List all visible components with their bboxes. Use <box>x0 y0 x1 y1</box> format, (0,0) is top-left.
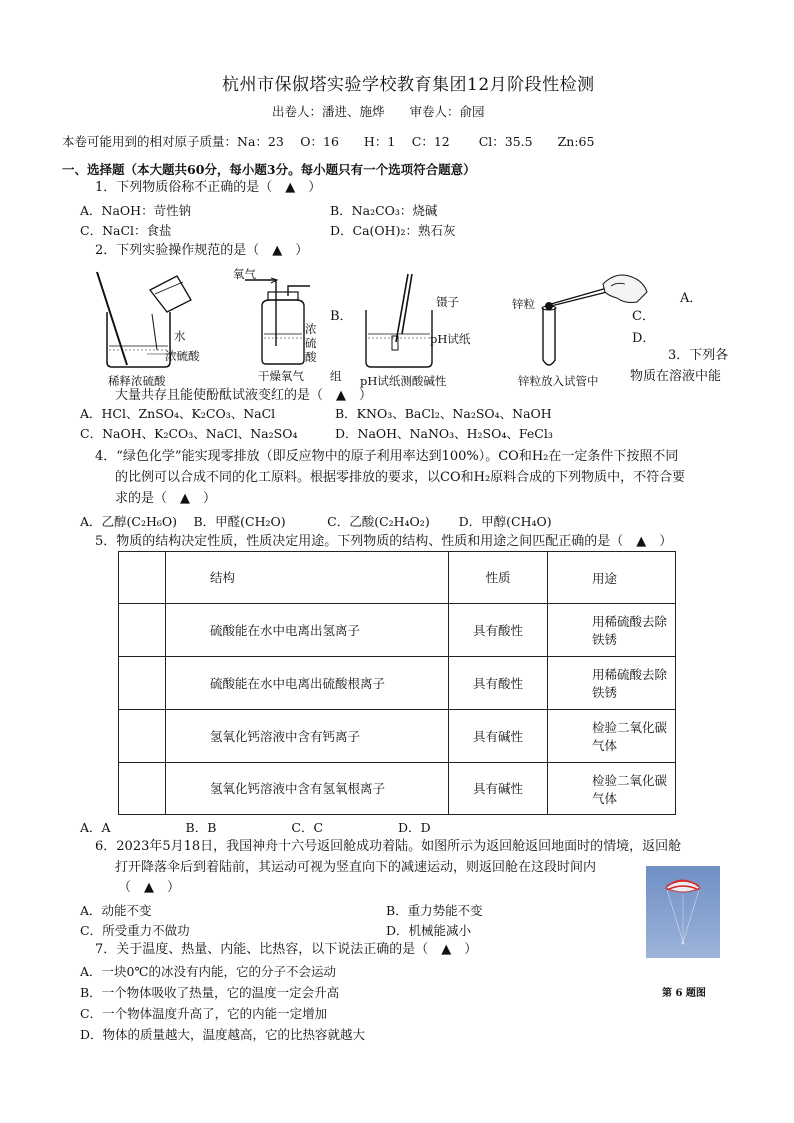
table-cell: 具有酸性 <box>449 657 548 710</box>
figure-3-label-tweezers: 镊子 <box>436 295 459 309</box>
question-3-stem-part2: 物质在溶液中能 <box>630 369 722 384</box>
figure-1-caption: 稀释浓硫酸 <box>108 374 166 388</box>
table-cell: 用稀硫酸去除铁锈 <box>548 604 676 657</box>
question-5-options[interactable]: A．A B．B C．C D．D <box>80 820 431 835</box>
table-cell <box>119 604 166 657</box>
table-cell: 用稀硫酸去除铁锈 <box>548 657 676 710</box>
table-cell: 具有酸性 <box>449 604 548 657</box>
question-6-option-d[interactable]: D．机械能减小 <box>386 923 472 938</box>
table-row <box>119 710 676 763</box>
question-4-line3: 求的是（ ▲ ） <box>115 491 216 506</box>
table-row <box>119 657 676 710</box>
table-cell: 具有碱性 <box>449 763 548 815</box>
section-heading: 一、选择题（本大题共60分，每小题3分。每小题只有一个选项符合题意） <box>62 162 476 177</box>
question-4-line1: 4．“绿色化学”能实现零排放（即反应物中的原子利用率达到100%）。CO和H₂在一定条件下按照不同 <box>95 449 679 464</box>
figure-4-caption: 锌粒放入试管中 <box>518 374 599 388</box>
question-6-line1: 6．2023年5月18日，我国神舟十六号返回舱成功着陆。如图所示为返回舱返回地面时的情境，返回舱 <box>95 839 682 854</box>
question-7-option-b[interactable]: B．一个物体吸收了热量，它的温度一定会升高 <box>80 985 340 1000</box>
question-3-option-a[interactable]: A．HCl、ZnSO₄、K₂CO₃、NaCl <box>80 406 276 421</box>
question-3-stem-part3: 大量共存且能使酚酞试液变红的是（ ▲ ） <box>115 388 372 403</box>
table-cell: 具有碱性 <box>449 710 548 763</box>
question-7-stem: 7．关于温度、热量、内能、比热容，以下说法正确的是（ ▲ ） <box>95 942 478 957</box>
question-2-option-c[interactable]: C． <box>632 309 655 324</box>
question-2-option-a[interactable]: A． <box>680 291 703 306</box>
table-cell <box>119 710 166 763</box>
table-cell: 氢氧化钙溶液中含有氢氧根离子 <box>166 763 449 815</box>
question-3-option-d[interactable]: D．NaOH、NaNO₃、H₂SO₄、FeCl₃ <box>335 426 553 441</box>
table-cell: 硫酸能在水中电离出硫酸根离子 <box>166 657 449 710</box>
question-4-line2: 的比例可以合成不同的化工原料。根据零排放的要求，以CO和H₂原料合成的下列物质中，不符合要 <box>115 470 686 485</box>
question-3-option-c[interactable]: C．NaOH、K₂CO₃、NaCl、Na₂SO₄ <box>80 426 298 441</box>
question-6-line3: （ ▲ ） <box>118 880 180 895</box>
question-2-option-d[interactable]: D． <box>632 331 656 346</box>
question-7-option-d[interactable]: D．物体的质量越大，温度越高，它的比热容就越大 <box>80 1027 366 1042</box>
table-header-cell <box>119 552 166 604</box>
figure-parachute <box>646 866 720 958</box>
question-3-stem-part1: 3．下列各 <box>668 348 729 363</box>
question-2-stem: 2．下列实验操作规范的是（ ▲ ） <box>95 243 309 258</box>
question-1-stem: 1．下列物质俗称不正确的是（ ▲ ） <box>95 180 322 195</box>
question-6-line2: 打开降落伞后到着陆前，其运动可视为竖直向下的减速运动，则返回舱在这段时间内 <box>115 860 597 875</box>
table-cell: 检验二氧化碳气体 <box>548 763 676 815</box>
question-5-stem: 5．物质的结构决定性质，性质决定用途。下列物质的结构、性质和用途之间匹配正确的是（ ▲ ） <box>95 534 673 549</box>
figure-2-label-gas: 氧气 <box>233 267 256 281</box>
question-7-option-a[interactable]: A．一块0℃的冰没有内能，它的分子不会运动 <box>80 964 336 979</box>
question-7-option-c[interactable]: C．一个物体温度升高了，它的内能一定增加 <box>80 1006 328 1021</box>
question-4-options[interactable]: A．乙醇(C₂H₆O) B．甲醛(CH₂O) C．乙酸(C₂H₄O₂) D．甲醇(CH₄O) <box>80 514 552 529</box>
question-1-option-a[interactable]: A．NaOH：苛性钠 <box>80 203 192 218</box>
table-header-cell: 性质 <box>449 552 548 604</box>
figure-2-caption: 干燥氧气 <box>258 369 304 383</box>
table-row <box>119 763 676 815</box>
figure-3-caption: pH试纸测酸碱性 <box>360 374 447 388</box>
table-header-cell: 用途 <box>548 552 676 604</box>
figure-1-label-acid: 浓硫酸 <box>165 349 200 363</box>
table-header-row <box>119 552 676 604</box>
question-6-option-a[interactable]: A．动能不变 <box>80 903 152 918</box>
atomic-masses-line: 本卷可能用到的相对原子质量：Na：23 O：16 H：1 C：12 Cl：35.5 Zn:65 <box>62 134 595 149</box>
table-header-cell: 结构 <box>166 552 449 604</box>
question-6-option-c[interactable]: C．所受重力不做功 <box>80 923 190 938</box>
table-cell: 硫酸能在水中电离出氢离子 <box>166 604 449 657</box>
table-cell <box>119 763 166 815</box>
question-1-option-b[interactable]: B．Na₂CO₃：烧碱 <box>330 203 438 218</box>
figure-6-caption: 第 6 题图 <box>662 988 706 999</box>
figure-1-label-water: 水 <box>174 329 186 343</box>
table-cell: 氢氧化钙溶液中含有钙离子 <box>166 710 449 763</box>
table-cell <box>119 657 166 710</box>
table-row <box>119 604 676 657</box>
author-line: 出卷人：潘进、施烨 审卷人：俞园 <box>272 104 485 119</box>
question-2-option-b[interactable]: B． <box>330 309 353 324</box>
question-1-option-d[interactable]: D．Ca(OH)₂：熟石灰 <box>330 223 456 238</box>
figure-3-label-paper: pH试纸 <box>430 332 471 346</box>
question-1-option-c[interactable]: C．NaCl：食盐 <box>80 223 172 238</box>
figure-2-label-acid: 浓硫酸 <box>305 322 317 364</box>
figure-4-label-zinc: 锌粒 <box>512 297 535 311</box>
question-6-option-b[interactable]: B．重力势能不变 <box>386 903 483 918</box>
question-3-option-b[interactable]: B．KNO₃、BaCl₂、Na₂SO₄、NaOH <box>335 406 552 421</box>
figure-dilute-acid <box>95 270 235 388</box>
table-cell: 检验二氧化碳气体 <box>548 710 676 763</box>
question-5-table <box>118 551 676 815</box>
page-title: 杭州市保俶塔实验学校教育集团12月阶段性检测 <box>222 75 595 95</box>
figure-ph-paper <box>362 272 442 370</box>
question-2-fragment: 组 <box>330 369 342 383</box>
